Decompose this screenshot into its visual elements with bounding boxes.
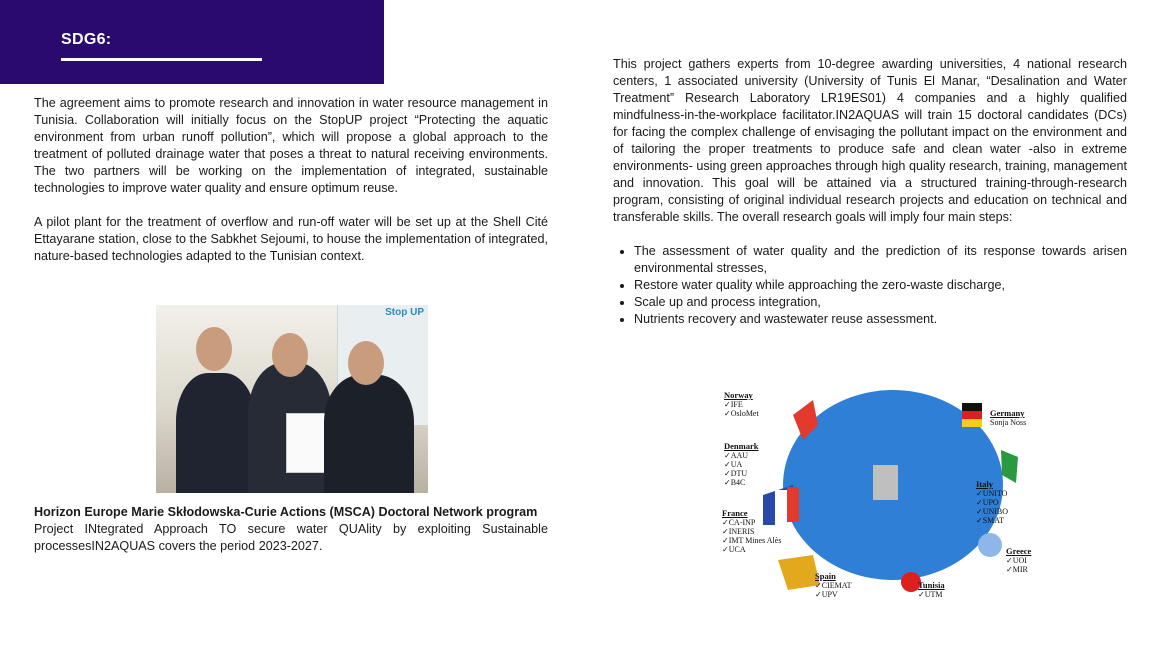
institution: ✓ IFE <box>724 400 759 409</box>
institution: ✓ AAU <box>724 451 758 460</box>
map-label-norway <box>724 391 759 418</box>
map-label-italy <box>976 480 1008 525</box>
country-name: Greece <box>1006 546 1032 556</box>
institution: ✓ CA-INP <box>722 518 781 527</box>
institution: ✓ UCA <box>722 545 781 554</box>
right-column <box>613 56 1127 328</box>
header-underline <box>61 58 262 61</box>
steps-list <box>613 243 1127 328</box>
italy-flag-shape <box>1001 450 1018 483</box>
institution: ✓ CIEMAT <box>815 581 851 590</box>
project-paragraph: This project gathers experts from 10-degree awarding universities, 4 national research centers, 1 associated university (University of Tunis El Manar, “Desalination and Water Treatment” Research Laboratory LR19ES01) 4 companies and a highly qualified mindfulness-in-the-workplace facilitator.IN2AQUAS will train 15 doctoral candidates (DCs) for facing the complex challenge of envisaging the pollutant impact on the environment and of tailoring the proper treatments to produce safe and clean water -also in extreme environments- using green approaches through high quality research, training, management and innovation. This goal will be attained via a structured training-through-research program, consisting of original individual research projects and education on technical and transferable skills. The overall research goals will imply four main steps: <box>613 57 1127 224</box>
map-label-greece <box>1006 547 1031 574</box>
institution: Sonja Noss <box>990 418 1027 427</box>
institution: ✓ DTU <box>724 469 758 478</box>
institution: ✓ B4C <box>724 478 758 487</box>
institution: ✓ UNITO <box>976 489 1008 498</box>
institution: ✓ SMAT <box>976 516 1008 525</box>
country-name: Tunisia <box>918 580 945 590</box>
header-banner <box>0 0 384 84</box>
map-label-tunisia <box>918 581 945 599</box>
map-label-spain <box>815 572 851 599</box>
central-europe-shape <box>873 465 898 500</box>
country-name: Italy <box>976 479 993 489</box>
institution: ✓ MIR <box>1006 565 1031 574</box>
country-name: Spain <box>815 571 836 581</box>
institution: ✓ INERIS <box>722 527 781 536</box>
signing-photo <box>156 305 428 493</box>
in2aquas-text: Project INtegrated Approach TO secure water QUAlity by exploiting Sustainable processesIN2AQUAS covers the period 2023-2027. <box>34 522 548 553</box>
institution: ✓ UOI <box>1006 556 1031 565</box>
country-name: Denmark <box>724 441 759 451</box>
spain-flag-shape <box>778 555 820 590</box>
institution: ✓ IMT Mines Alès <box>722 536 781 545</box>
map-label-denmark <box>724 442 758 487</box>
europe-partner-map <box>718 385 1038 605</box>
person-right <box>324 375 414 493</box>
list-item: • The assessment of water quality and the prediction of its response towards arisen environmental stresses, <box>634 243 1127 277</box>
institution: ✓ UNIBO <box>976 507 1008 516</box>
country-name: France <box>722 508 748 518</box>
country-name: Germany <box>990 408 1025 418</box>
country-name: Norway <box>724 390 753 400</box>
person-center-head <box>272 333 308 377</box>
page-title: SDG6: <box>61 31 112 48</box>
map-label-germany <box>990 409 1026 427</box>
horizon-block <box>34 504 548 555</box>
pilot-plant-paragraph: A pilot plant for the treatment of overflow and run-off water will be set up at the Shell Cité Ettayarane station, close to the Sabkhet Sejoumi, to house the implementation of integrated, nature-based technologies adapted to the Tunisian context. <box>34 215 548 263</box>
left-column <box>34 95 548 265</box>
list-item: • Nutrients recovery and wastewater reuse assessment. <box>634 311 1127 328</box>
list-item: • Restore water quality while approaching the zero-waste discharge, <box>634 277 1127 294</box>
horizon-title: Horizon Europe Marie Skłodowska-Curie Actions (MSCA) Doctoral Network program <box>34 505 538 519</box>
person-left-head <box>196 327 232 371</box>
stopup-logo: Stop UP <box>385 307 424 318</box>
institution: ✓ UPV <box>815 590 851 599</box>
greece-flag-shape <box>978 533 1002 557</box>
map-label-france <box>722 509 781 554</box>
institution: ✓ OsloMet <box>724 409 759 418</box>
institution: ✓ UPO <box>976 498 1008 507</box>
person-right-head <box>348 341 384 385</box>
germany-flag-shape <box>962 403 982 411</box>
agreement-paragraph: The agreement aims to promote research and innovation in water resource management in Tunisia. Collaboration will initially focus on the StopUP project “Protecting the aquatic environment from urban runoff pollution”, which will propose a global approach to the treatment of polluted drainage water that poses a threat to natural receiving environments. The two partners will be working on the implementation of integrated, sustainable technologies to improve water quality and ensure optimum reuse. <box>34 96 548 195</box>
list-item: • Scale up and process integration, <box>634 294 1127 311</box>
institution: ✓ UTM <box>918 590 945 599</box>
person-left <box>176 373 256 493</box>
institution: ✓ UA <box>724 460 758 469</box>
